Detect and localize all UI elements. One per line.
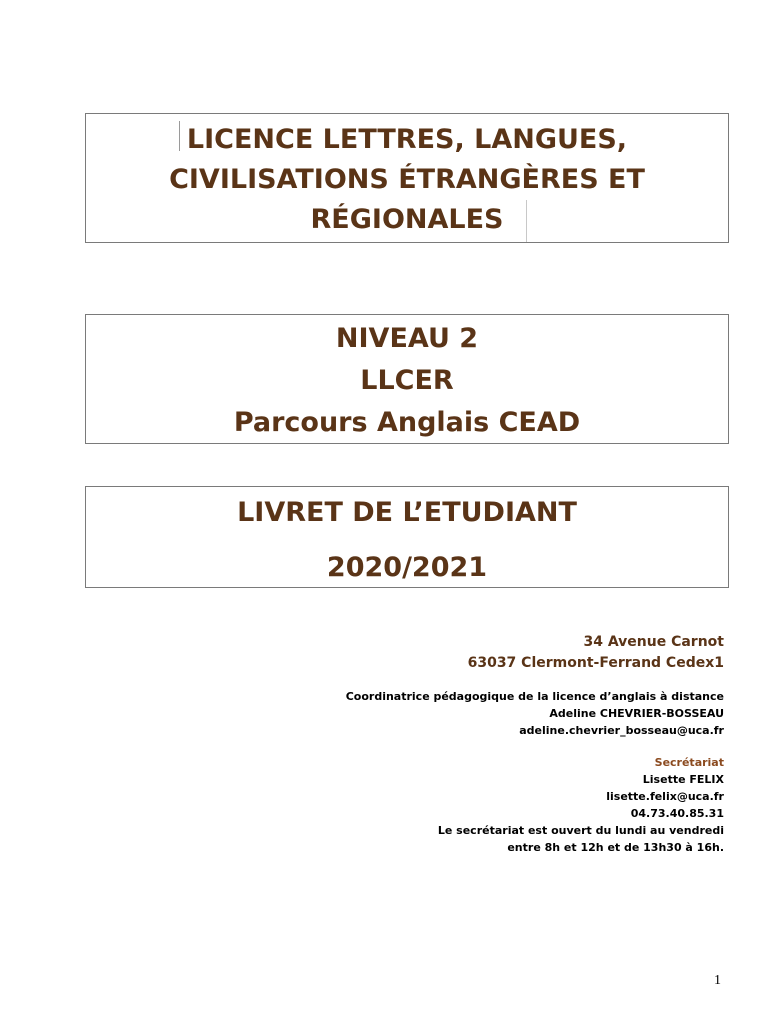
secretariat-phone: 04.73.40.85.31 [630, 807, 724, 820]
coordinator-name: Adeline CHEVRIER-BOSSEAU [549, 707, 724, 720]
address-city: 63037 Clermont-Ferrand Cedex1 [467, 655, 724, 671]
text-cursor-mark [179, 121, 180, 151]
address-street: 34 Avenue Carnot [583, 634, 724, 650]
booklet-title: LIVRET DE L’ETUDIANT [237, 497, 577, 528]
program-line: LLCER [360, 365, 454, 396]
coordinator-role: Coordinatrice pédagogique de la licence d’anglais à distance [345, 690, 724, 703]
secretariat-title: Secrétariat [654, 756, 724, 769]
secretariat-email: lisette.felix@uca.fr [606, 790, 724, 803]
level-line: NIVEAU 2 [335, 323, 479, 354]
degree-title-line-3: RÉGIONALES [310, 204, 504, 235]
track-line: Parcours Anglais CEAD [233, 407, 581, 438]
secretariat-name: Lisette FELIX [642, 773, 724, 786]
booklet-box [85, 486, 729, 588]
page-number: 1 [714, 973, 721, 988]
text-cursor-mark [526, 200, 527, 242]
coordinator-email: adeline.chevrier_bosseau@uca.fr [519, 724, 724, 737]
degree-title-line-1: LICENCE LETTRES, LANGUES, [186, 124, 628, 155]
secretariat-hours-1: Le secrétariat est ouvert du lundi au vendredi [437, 824, 724, 837]
secretariat-hours-2: entre 8h et 12h et de 13h30 à 16h. [507, 841, 724, 854]
postal-address [468, 632, 724, 674]
secretariat-contact [438, 754, 724, 856]
coordinator-contact [346, 688, 724, 739]
academic-year: 2020/2021 [326, 552, 488, 583]
level-box [85, 314, 729, 444]
degree-title-box [85, 113, 729, 243]
degree-title-line-2: CIVILISATIONS ÉTRANGÈRES ET [169, 164, 645, 195]
